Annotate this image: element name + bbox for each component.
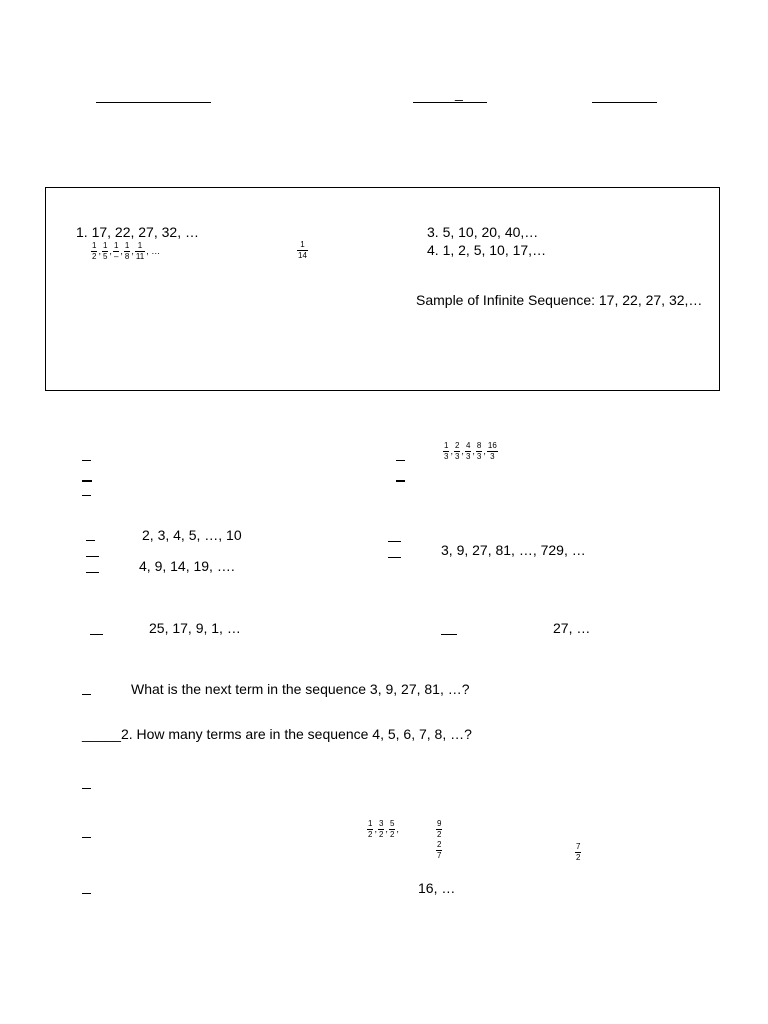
date-line[interactable]: [592, 102, 657, 103]
section-line[interactable]: [413, 102, 487, 103]
fraction: $\frac{1}{2}$: [92, 241, 97, 261]
answer-blank[interactable]: [86, 572, 99, 573]
box-item-2: $\frac{1}{2}$ , $\frac{1}{5}$ , $\frac{1}{-}$ , $\frac{1}{8}$ , $\frac{1}{11}$ , …: [92, 241, 161, 261]
question-1: What is the next term in the sequence 3, 9, 27, 81, …?: [131, 681, 470, 697]
question-2: _____2. How many terms are in the sequence 4, 5, 6, 7, 8, …?: [82, 726, 472, 742]
answer-blank[interactable]: [441, 634, 457, 635]
sequence-a: 2, 3, 4, 5, …, 10: [142, 527, 242, 543]
answer-blank[interactable]: [86, 540, 95, 541]
bottom-fractions: $\frac{1}{2}$ , $\frac{3}{2}$ , $\frac{5}{2}$ ,: [368, 819, 399, 839]
box-item-1: 1. 17, 22, 27, 32, …: [76, 224, 199, 240]
answer-blank[interactable]: [388, 557, 401, 558]
answer-blank[interactable]: [82, 788, 91, 789]
answer-blank[interactable]: [388, 541, 401, 542]
answer-blank[interactable]: [82, 893, 91, 894]
answer-blank[interactable]: [396, 460, 405, 461]
bottom-last-sequence: 16, …: [418, 880, 456, 896]
sequence-d: 25, 17, 9, 1, …: [149, 620, 241, 636]
answer-blank[interactable]: [90, 634, 103, 635]
section-line-dash: _: [455, 85, 463, 101]
fraction: $\frac{1}{-}$: [113, 241, 119, 261]
sequence-c: 3, 9, 27, 81, …, 729, …: [441, 542, 586, 558]
answer-blank[interactable]: [82, 694, 91, 695]
box-item-3: 3. 5, 10, 20, 40,…: [427, 224, 539, 240]
answer-blank[interactable]: _____: [82, 726, 121, 742]
bottom-fraction-stack: 9 2 2 7: [437, 819, 442, 860]
answer-blank[interactable]: [82, 480, 92, 482]
fraction: $\frac{1}{8}$: [124, 241, 130, 261]
box-sample: Sample of Infinite Sequence: 17, 22, 27, 32,…: [416, 292, 703, 308]
bottom-right-fraction: $\frac{7}{2}$: [576, 842, 581, 862]
answer-blank[interactable]: [396, 480, 405, 482]
sequence-b: 4, 9, 14, 19, ….: [139, 558, 235, 574]
answer-blank[interactable]: [82, 495, 91, 496]
answer-blank[interactable]: [82, 460, 91, 461]
name-line[interactable]: [96, 102, 211, 103]
geometric-fractions: $\frac{1}{3}$ , $\frac{2}{3}$ , $\frac{4}{3}$ , $\frac{8}{3}$ , $\frac{16}{3}$: [444, 441, 497, 461]
box-mid-fraction: $\frac{1}{14}$: [298, 240, 307, 260]
fraction: $\frac{1}{11}$: [135, 241, 145, 261]
sequence-e: 27, …: [553, 620, 591, 636]
examples-box: [45, 187, 720, 391]
answer-blank[interactable]: [82, 837, 91, 838]
box-item-4: 4. 1, 2, 5, 10, 17,…: [427, 242, 547, 258]
fraction: $\frac{1}{5}$: [102, 241, 108, 261]
answer-blank[interactable]: [86, 556, 99, 557]
